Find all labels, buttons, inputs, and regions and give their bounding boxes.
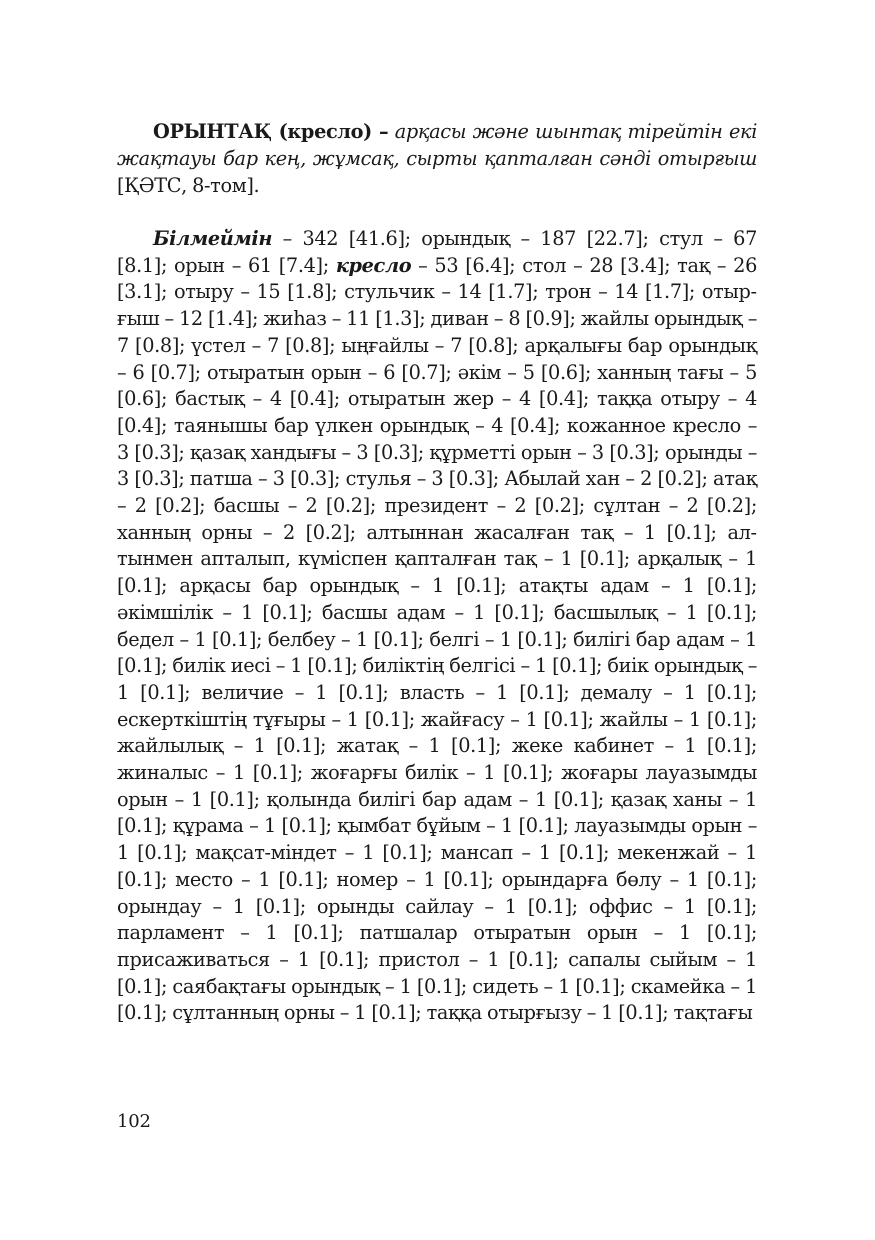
response-text-2: – 53 [6.4]; стол – 28 [3.4]; тақ – 26 [3.1]; отыру – 15 [1.8]; стульчик – 14 [1.7]; трон – 14 [1.7]; отырғыш – 12 [1.4]; жиһаз – 11 [1.3]; диван – 8 [0.9]; жайлы орындық – 7 [0.8]; үстел – 7 [0.8]; ыңғайлы – 7 [0.8]; арқалығы бар орындық – 6 [0.7]; отыратын орын – 6 [0.7]; әкім – 5 [0.6]; ханның тағы – 5 [0.6]; бастық – 4 [0.4]; отыратын жер – 4 [0.4]; таққа отыру – 4 [0.4]; таянышы бар үлкен орындық – 4 [0.4]; кожанное кресло – 3 [0.3]; қазақ хандығы – 3 [0.3]; құрметті орын – 3 [0.3]; орынды – 3 [0.3]; патша – 3 [0.3]; стулья – 3 [0.3]; Абылай хан – 2 [0.2]; атақ – 2 [0.2]; басшы – 2 [0.2]; президент – 2 [0.2]; сұлтан – 2 [0.2]; ханның орны – 2 [0.2]; алтыннан жасалған тақ – 1 [0.1]; алтынмен апталып, күміспен қапталған тақ – 1 [0.1]; арқалық – 1 [0.1]; арқасы бар орындық – 1 [0.1]; атақты адам – 1 [0.1]; әкімшілік – 1 [0.1]; басшы адам – 1 [0.1]; басшылық – 1 [0.1]; бедел – 1 [0.1]; белбеу – 1 [0.1]; белгі – 1 [0.1]; билігі бар адам – 1 [0.1]; билік иесі – 1 [0.1]; биліктің белгісі – 1 [0.1]; биік орындық – 1 [0.1]; величие – 1 [0.1]; власть – 1 [0.1]; демалу – 1 [0.1]; ескерткіштің тұғыры – 1 [0.1]; жайғасу – 1 [0.1]; жайлы – 1 [0.1]; жайлылық – 1 [0.1]; жатақ – 1 [0.1]; жеке кабинет – 1 [0.1]; жиналыс – 1 [0.1]; жоғарғы билік – 1 [0.1]; жоғары лауазымды орын – 1 [0.1]; қолында билігі бар адам – 1 [0.1]; қазақ ханы – 1 [0.1]; құрама – 1 [0.1]; қымбат бұйым – 1 [0.1]; лауазымды орын – 1 [0.1]; мақсат-міндет – 1 [0.1]; мансап – 1 [0.1]; мекенжай – 1 [0.1]; место – 1 [0.1]; номер – 1 [0.1]; орындарға бөлу – 1 [0.1]; орындау – 1 [0.1]; орынды сайлау – 1 [0.1]; оффис – 1 [0.1]; парламент – 1 [0.1]; патшалар отыратын орын – 1 [0.1]; присаживаться – 1 [0.1]; пристол – 1 [0.1]; сапалы сыйым – 1 [0.1]; саябақтағы орындық – 1 [0.1]; сидеть – 1 [0.1]; скамейка – 1 [0.1]; сұлтанның орны – 1 [0.1]; таққа отырғызу – 1 [0.1]; тақтағы xyxy=(117,253,757,1025)
response-kreslo: кресло xyxy=(335,253,412,277)
page-body xyxy=(117,118,757,1046)
page-number: 102 xyxy=(117,1111,151,1132)
dictionary-entry xyxy=(117,118,757,199)
entry-headword: ОРЫНТАҚ (кресло) – xyxy=(153,120,389,143)
response-text-1: – 342 [41.6]; орындық – 187 [22.7]; стул – 67 [8.1]; орын – 61 [7.4]; xyxy=(117,227,757,277)
association-responses xyxy=(117,226,757,1027)
response-bilmeimin: Білмеймін xyxy=(153,227,273,250)
entry-definition: арқасы және шынтақ тірейтін екі жақтауы бар кең, жұмсақ, сырты қапталған сәнді отырғыш xyxy=(117,120,758,170)
entry-source: [ҚӘТС, 8-том]. xyxy=(117,174,260,197)
